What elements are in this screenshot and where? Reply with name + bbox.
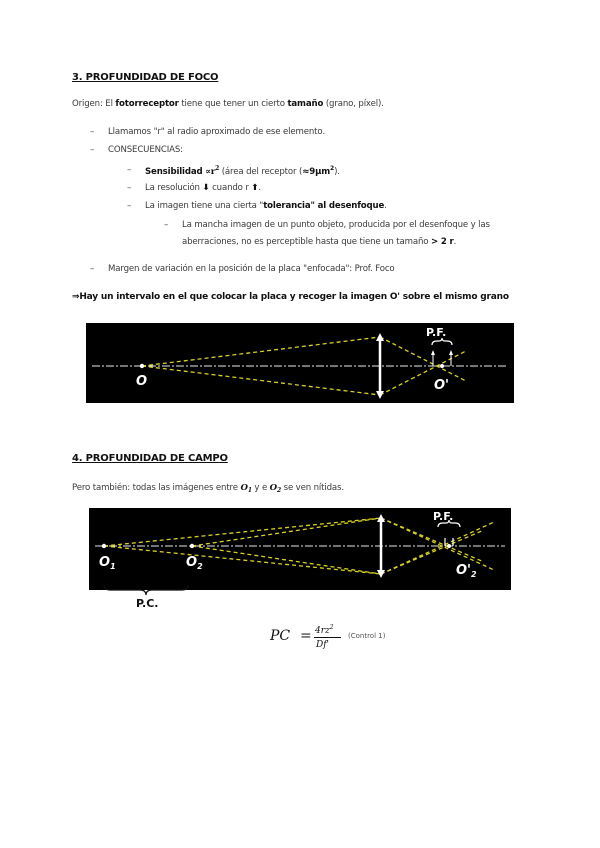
sub-tolerancia [145, 201, 387, 211]
bullet-consequences: CONSECUENCIAS: [108, 145, 183, 155]
sensibilidad-formula [205, 167, 219, 177]
field-depth-diagram [89, 508, 511, 590]
section3-title: 3. PROFUNDIDAD DE FOCO [72, 72, 219, 83]
ray-lower-in [142, 366, 380, 395]
section4-title: 4. PROFUNDIDAD DE CAMPO [72, 453, 228, 464]
o2-label-sub: 2 [197, 562, 203, 571]
tolerancia-term: tolerancia" al desenfoque [263, 201, 385, 211]
ray-out-2 [381, 522, 494, 574]
sensibilidad-formula-base: ∝r [205, 167, 216, 177]
image-point [440, 364, 444, 368]
formula-numerator-exp: 2 [329, 624, 334, 631]
subsub-line2 [182, 237, 456, 247]
tolerancia-prefix: La imagen tiene una cierta " [145, 201, 264, 211]
o1-label-letter: O [99, 555, 111, 570]
intro-prefix: Pero también: todas las imágenes entre [72, 483, 241, 493]
bullet-dash: – [127, 183, 132, 193]
bullet-margen: Margen de variación en la posición de la placa "enfocada": Prof. Foco [108, 264, 395, 274]
bullet-dash: – [90, 145, 95, 155]
o1-label [99, 555, 116, 571]
tolerancia-end: . [384, 201, 387, 211]
formula-lhs: PC [270, 628, 291, 644]
formula-eq: = [300, 628, 312, 644]
object-point [140, 364, 144, 368]
bullet-dash: – [90, 127, 95, 137]
ray-out-1 [381, 518, 494, 570]
pc-brace-path [104, 585, 188, 595]
intro-o1-letter: O [240, 483, 248, 493]
bullet-dash: – [127, 201, 132, 211]
image-label: O' [434, 378, 450, 393]
pc-label: P.C. [136, 597, 159, 610]
ray-o1-lower [104, 546, 381, 574]
resolucion-mid: cuando r [209, 183, 252, 193]
ray-lower-out [380, 351, 466, 395]
o1-point [102, 544, 106, 548]
intro-o1 [240, 483, 251, 493]
intro-o1-sub: 1 [247, 487, 252, 494]
conclusion-line: ⇒Hay un intervalo en el que colocar la placa y recoger la imagen O' sobre el mismo grano [72, 292, 509, 302]
sensibilidad-paren-open: (área del receptor ( [219, 167, 303, 177]
receptor-area-base: ≈9μm [302, 167, 331, 177]
image-point [447, 544, 451, 548]
formula-numerator-base: 4rz [315, 626, 330, 636]
ray-o1-upper [104, 518, 381, 546]
image-label-letter: O' [456, 563, 472, 578]
intro-suffix: se ven nítidas. [281, 483, 344, 493]
bullet-dash: – [127, 165, 132, 175]
fraction-bar [314, 637, 341, 638]
origin-suffix: (grano, píxel). [323, 99, 384, 109]
subsub-line2-bold: > 2 r [430, 237, 454, 247]
sub-resolucion [145, 183, 261, 193]
ray-upper-in [142, 337, 380, 366]
formula-note: (Control 1) [348, 632, 386, 640]
o2-label-letter: O [186, 555, 198, 570]
origin-mid: tiene que tener un cierto [178, 99, 288, 109]
arrow-down-icon: ⬇ [202, 183, 210, 193]
receptor-area-exp: 2 [330, 165, 335, 172]
sensibilidad-paren-close: ). [334, 167, 340, 177]
section4-intro [72, 483, 344, 494]
pf-brace [432, 338, 452, 345]
origin-term2: tamaño [287, 99, 324, 109]
intro-o2-letter: O [269, 483, 278, 493]
bullet-radius: Llamamos "r" al radio aproximado de ese elemento. [108, 127, 325, 137]
origin-prefix: Origen: El [72, 99, 116, 109]
field-depth-svg [89, 508, 511, 590]
focus-depth-svg [86, 323, 514, 403]
o2-label [186, 555, 203, 571]
subsub-line2-prefix: aberraciones, no es perceptible hasta que tiene un tamaño [182, 237, 431, 247]
resolucion-end: . [258, 183, 261, 193]
sensibilidad-exp: 2 [215, 165, 220, 172]
bullet-dash: – [90, 264, 95, 274]
image-label [456, 563, 477, 579]
origin-term: fotorreceptor [115, 99, 179, 109]
ray-out-3 [381, 518, 484, 562]
object-label: O [136, 374, 148, 389]
focus-depth-diagram [86, 323, 514, 403]
pf-label: P.F. [433, 510, 454, 523]
subsub-line1: La mancha imagen de un punto objeto, producida por el desenfoque y las [182, 220, 490, 230]
pf-label: P.F. [426, 326, 447, 339]
ray-o2-lower [192, 546, 381, 574]
section3-origin [72, 99, 384, 109]
formula-denominator: Df' [316, 640, 330, 650]
o1-label-sub: 1 [110, 562, 116, 571]
pf-arrow-right [449, 350, 453, 355]
formula-numerator [315, 624, 334, 636]
pf-arrow-left [431, 350, 435, 355]
sensibilidad-term: Sensibilidad [145, 167, 203, 177]
sub-sensibilidad [145, 165, 340, 177]
bullet-dash: – [164, 220, 169, 230]
arrow-up-icon: ⬆ [251, 183, 259, 193]
intro-o2-sub: 2 [277, 487, 282, 494]
receptor-area-value [302, 167, 334, 177]
lens-arrow-up [376, 333, 384, 341]
ray-upper-out [380, 337, 466, 381]
subsub-line2-end: . [453, 237, 457, 247]
intro-mid: y e [251, 483, 270, 493]
o2-point [190, 544, 194, 548]
resolucion-text: La resolución [145, 183, 203, 193]
image-label-sub: 2 [471, 570, 477, 579]
lens-arrow-down [376, 391, 384, 399]
ray-o2-upper [192, 518, 381, 546]
intro-o2 [270, 483, 281, 493]
